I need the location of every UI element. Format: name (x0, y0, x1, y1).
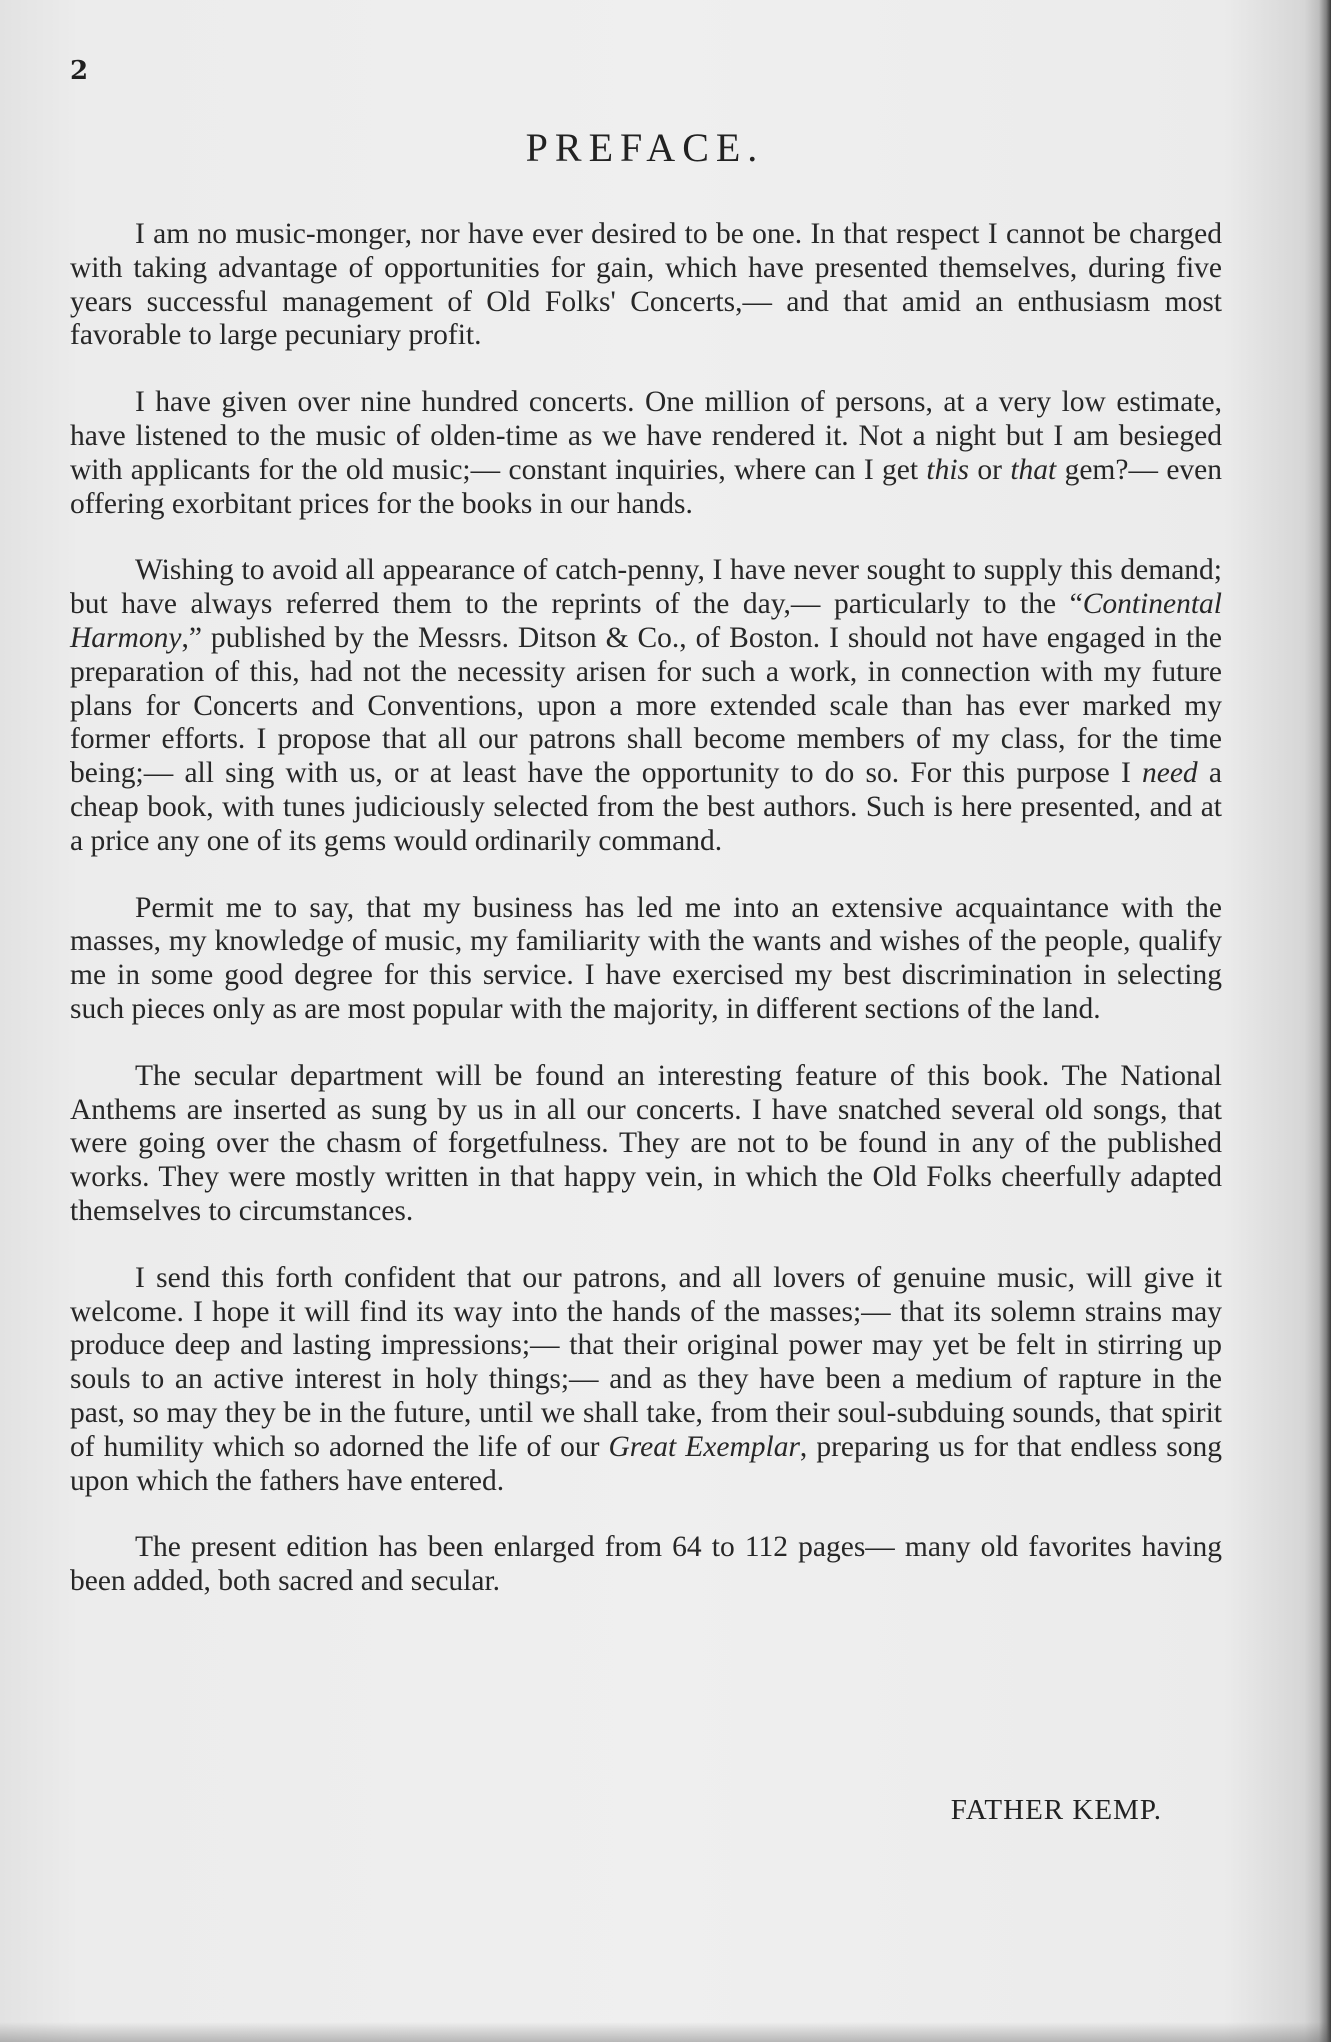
text-segment: gem?— even offering exorbitant prices for the books in our hands. (70, 453, 1222, 520)
signature: FATHER KEMP. (950, 1794, 1162, 1826)
italic-segment: need (1142, 757, 1198, 790)
paragraph-3 (70, 554, 1222, 858)
text-segment: a cheap book, with tunes judiciously selected from the best authors. Such is here presented, and at a price any one of its gems would ordinarily command. (70, 757, 1222, 857)
preface-body (70, 218, 1222, 1632)
text-segment: I have given over nine hundred concerts. One million of persons, at a very low estimate, have listened to the music of olden-time as we have rendered it. Not a night but I am besieged with applicants for the old music;— constant inquiries, where can I get (70, 386, 1222, 486)
text-segment: The present edition has been enlarged from 64 to 112 pages— many old favorites having been added, both sacred and secular. (70, 1531, 1222, 1598)
text-segment: , preparing us for that endless song upon which the fathers have entered. (70, 1430, 1222, 1497)
italic-segment: this (926, 453, 970, 486)
paragraph-6 (70, 1262, 1222, 1499)
italic-segment: Continental Harmony (70, 588, 1222, 654)
page-number: 2 (70, 56, 89, 86)
paragraph-4 (70, 892, 1222, 1027)
paragraph-7 (70, 1531, 1222, 1599)
text-segment: I am no music-monger, nor have ever desired to be one. In that respect I cannot be charged with taking advantage of opportunities for gain, which have presented themselves, during five years successful management of Old Folks' Concerts,— and that amid an enthusiasm most favorable to large pecuniary profit. (70, 218, 1222, 352)
text-segment: or (969, 453, 1011, 486)
page-edge-shadow (1319, 0, 1331, 2042)
paragraph-1 (70, 218, 1222, 353)
italic-segment: that (1010, 453, 1057, 486)
page-title: PREFACE. (525, 125, 765, 170)
text-segment: I send this forth confident that our patrons, and all lovers of genuine music, will give it welcome. I hope it will find its way into the hands of the masses;— that its solemn strains may produce deep and lasting impressions;— that their original power may yet be felt in stirring up souls to an active interest in holy things;— and as they have been a medium of rapture in the past, so may they be in the future, until we shall take, from their soul-subduing sounds, that spirit of humility which so adorned the life of our (70, 1261, 1222, 1463)
page-bottom-shadow (0, 2022, 1331, 2042)
text-segment: Permit me to say, that my business has led me into an extensive acquaintance with the masses, my knowledge of music, my familiarity with the wants and wishes of the people, qualify me in some good degree for this service. I have exercised my best discrimination in selecting such pieces only as are most popular with the majority, in different sections of the land. (70, 891, 1222, 1025)
text-segment: The secular department will be found an interesting feature of this book. The National Anthems are inserted as sung by us in all our concerts. I have snatched several old songs, that were going over the chasm of forgetfulness. They are not to be found in any of the published works. They were mostly written in that happy vein, in which the Old Folks cheerfully adapted themselves to circumstances. (70, 1059, 1222, 1227)
paragraph-2 (70, 386, 1222, 521)
paragraph-5 (70, 1060, 1222, 1229)
text-segment: ,” published by the Messrs. Ditson & Co., of Boston. I should not have engaged in the preparation of this, had not the necessity arisen for such a work, in connection with my future plans for Concerts and Conventions, upon a more extended scale than has ever marked my former efforts. I propose that all our patrons shall become members of my class, for the time being;— all sing with us, or at least have the opportunity to do so. For this purpose I (70, 621, 1222, 790)
text-segment: Wishing to avoid all appearance of catch-penny, I have never sought to supply this demand; but have always referred them to the reprints of the day,— particularly to the “ (70, 554, 1222, 621)
italic-segment: Great Exemplar (608, 1430, 800, 1463)
